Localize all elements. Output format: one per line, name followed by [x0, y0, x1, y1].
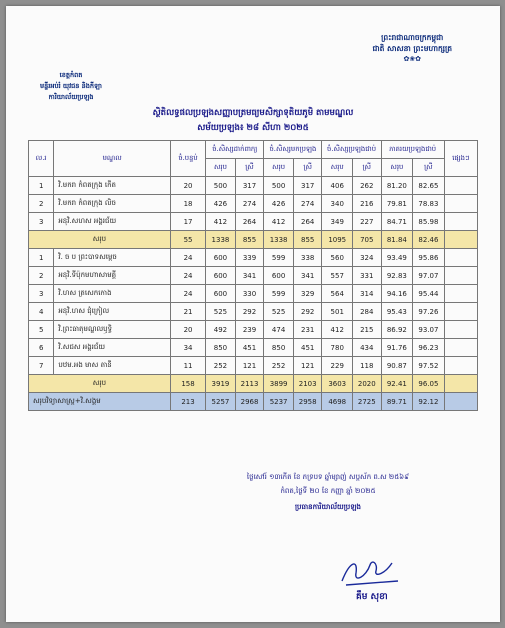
reg-f-cell: 341 [235, 267, 264, 285]
pct-t-cell: 95.43 [381, 303, 413, 321]
solar-date: កំពត,ថ្ងៃទី ២០ ខែ កញ្ញា ឆ្នាំ ២០២៥ [280, 487, 376, 495]
note-cell [444, 339, 477, 357]
rooms-cell: 24 [170, 285, 205, 303]
row-number: 6 [29, 339, 54, 357]
att-t-cell: 412 [264, 213, 294, 231]
col-registered: ចំ.សិស្សដាក់ពាក្យ [206, 141, 264, 159]
row-number: 7 [29, 357, 54, 375]
col-attended: ចំ.សិស្សមកប្រឡង [264, 141, 322, 159]
col-passed: ចំ.សិស្សប្រឡងជាប់ [322, 141, 381, 159]
rooms-cell: 11 [170, 357, 205, 375]
lunar-date: ថ្ងៃសៅរ៍ ១៣កើត ខែ ភទ្របទ ឆ្នាំម្សាញ់ សប្តស័ក ព.ស ២៥៦៩ [246, 473, 410, 481]
center-name: បឋម.អង មាស តានី [54, 357, 171, 375]
row-number: 5 [29, 321, 54, 339]
reg-f-cell: 292 [235, 303, 264, 321]
reg-f-cell: 2113 [235, 375, 264, 393]
att-f-cell: 264 [293, 213, 322, 231]
pass-t-cell: 412 [322, 321, 352, 339]
row-number: 1 [29, 249, 54, 267]
office: ការិយាល័យប្រឡង [48, 93, 94, 101]
pct-f-cell: 96.05 [413, 375, 445, 393]
reg-t-cell: 500 [206, 177, 236, 195]
pct-t-cell: 91.76 [381, 339, 413, 357]
document-page [6, 6, 500, 622]
sub-total: សរុប [206, 159, 236, 177]
pass-t-cell: 501 [322, 303, 352, 321]
att-t-cell: 600 [264, 267, 294, 285]
reg-f-cell: 339 [235, 249, 264, 267]
pct-f-cell: 97.52 [413, 357, 445, 375]
note-cell [444, 231, 477, 249]
rooms-cell: 158 [170, 375, 205, 393]
center-name: វិ.មករា កំពតក្រុង កើត [54, 177, 171, 195]
table-row [29, 195, 478, 213]
sub-female: ស្រី [235, 159, 264, 177]
att-f-cell: 451 [293, 339, 322, 357]
pass-f-cell: 227 [352, 213, 381, 231]
reg-t-cell: 1338 [206, 231, 236, 249]
center-name: វិ. ច ប ព្រះបាទសម្តេច [54, 249, 171, 267]
pass-t-cell: 564 [322, 285, 352, 303]
note-cell [444, 393, 477, 411]
sub-female: ស្រី [352, 159, 381, 177]
row-label: សរុប [29, 375, 171, 393]
reg-f-cell: 264 [235, 213, 264, 231]
att-f-cell: 121 [293, 357, 322, 375]
pct-f-cell: 97.26 [413, 303, 445, 321]
pct-f-cell: 92.12 [413, 393, 445, 411]
att-f-cell: 341 [293, 267, 322, 285]
reg-t-cell: 600 [206, 267, 236, 285]
reg-f-cell: 239 [235, 321, 264, 339]
kingdom-title: ព្រះរាជាណាចក្រកម្ពុជា [381, 33, 444, 42]
pass-t-cell: 4698 [322, 393, 352, 411]
row-number: 2 [29, 195, 54, 213]
att-t-cell: 3899 [264, 375, 294, 393]
col-note: ផ្សេងៗ [444, 141, 477, 177]
rooms-cell: 17 [170, 213, 205, 231]
reg-f-cell: 451 [235, 339, 264, 357]
pass-t-cell: 229 [322, 357, 352, 375]
table-row [29, 339, 478, 357]
pass-f-cell: 2725 [352, 393, 381, 411]
att-t-cell: 5237 [264, 393, 294, 411]
table-row [29, 267, 478, 285]
table-row [29, 177, 478, 195]
rooms-cell: 24 [170, 267, 205, 285]
att-t-cell: 850 [264, 339, 294, 357]
center-name: អនុវិ.សហស អង្គរជ័យ [54, 213, 171, 231]
sub-total: សរុប [381, 159, 413, 177]
table-body [29, 177, 478, 411]
doc-subtitle: សម័យប្រឡង៖ ២៨ សីហា ២០២៥ [197, 123, 309, 133]
pct-f-cell: 82.46 [413, 231, 445, 249]
col-percent: ភាគរយប្រឡងជាប់ [381, 141, 444, 159]
pass-f-cell: 262 [352, 177, 381, 195]
pass-f-cell: 2020 [352, 375, 381, 393]
reg-f-cell: 317 [235, 177, 264, 195]
reg-t-cell: 5257 [206, 393, 236, 411]
reg-f-cell: 330 [235, 285, 264, 303]
pct-f-cell: 82.65 [413, 177, 445, 195]
att-f-cell: 2103 [293, 375, 322, 393]
rooms-cell: 34 [170, 339, 205, 357]
signature-mark [336, 551, 406, 591]
center-name: អនុវិ.ទីប៉ុកមហាសាមគ្គី [54, 267, 171, 285]
pass-f-cell: 216 [352, 195, 381, 213]
signer-name: គឹម សុខា [356, 592, 388, 602]
table-row [29, 321, 478, 339]
pct-f-cell: 95.86 [413, 249, 445, 267]
pass-f-cell: 314 [352, 285, 381, 303]
pass-f-cell: 324 [352, 249, 381, 267]
reg-f-cell: 274 [235, 195, 264, 213]
att-t-cell: 252 [264, 357, 294, 375]
motto: ជាតិ សាសនា ព្រះមហាក្សត្រ [372, 44, 452, 53]
results-table [28, 140, 478, 411]
att-f-cell: 338 [293, 249, 322, 267]
att-f-cell: 292 [293, 303, 322, 321]
col-rooms: ចំ.បន្ទប់ [170, 141, 205, 177]
rooms-cell: 24 [170, 249, 205, 267]
rooms-cell: 18 [170, 195, 205, 213]
pct-t-cell: 89.71 [381, 393, 413, 411]
table-row [29, 213, 478, 231]
rooms-cell: 20 [170, 321, 205, 339]
reg-t-cell: 850 [206, 339, 236, 357]
att-t-cell: 474 [264, 321, 294, 339]
att-t-cell: 525 [264, 303, 294, 321]
pct-t-cell: 94.16 [381, 285, 413, 303]
reg-f-cell: 121 [235, 357, 264, 375]
pct-f-cell: 95.44 [413, 285, 445, 303]
row-number: 1 [29, 177, 54, 195]
pass-t-cell: 780 [322, 339, 352, 357]
row-number: 4 [29, 303, 54, 321]
rooms-cell: 213 [170, 393, 205, 411]
province: ខេត្តកំពត [59, 71, 83, 79]
pct-t-cell: 81.20 [381, 177, 413, 195]
pct-t-cell: 79.81 [381, 195, 413, 213]
reg-t-cell: 600 [206, 249, 236, 267]
note-cell [444, 249, 477, 267]
note-cell [444, 213, 477, 231]
pass-t-cell: 560 [322, 249, 352, 267]
note-cell [444, 375, 477, 393]
pct-f-cell: 97.07 [413, 267, 445, 285]
table-row [29, 303, 478, 321]
reg-t-cell: 252 [206, 357, 236, 375]
sub-total: សរុប [264, 159, 294, 177]
row-label: សរុបវិទ្យាសាស្ត្រ+វិ.សង្គម [29, 393, 171, 411]
note-cell [444, 321, 477, 339]
pct-f-cell: 96.23 [413, 339, 445, 357]
pass-f-cell: 434 [352, 339, 381, 357]
att-t-cell: 500 [264, 177, 294, 195]
pass-f-cell: 118 [352, 357, 381, 375]
pass-t-cell: 406 [322, 177, 352, 195]
pct-t-cell: 92.41 [381, 375, 413, 393]
signer-role: ប្រធានការិយាល័យប្រឡង [294, 503, 362, 511]
att-f-cell: 2958 [293, 393, 322, 411]
pct-t-cell: 92.83 [381, 267, 413, 285]
table-row [29, 285, 478, 303]
att-t-cell: 599 [264, 285, 294, 303]
pct-t-cell: 93.49 [381, 249, 413, 267]
pct-t-cell: 81.84 [381, 231, 413, 249]
ornament: ✿❀✿ [403, 55, 422, 63]
pct-t-cell: 84.71 [381, 213, 413, 231]
summary-row [29, 393, 478, 411]
sub-female: ស្រី [413, 159, 445, 177]
table-row [29, 249, 478, 267]
pass-f-cell: 705 [352, 231, 381, 249]
pct-f-cell: 78.83 [413, 195, 445, 213]
note-cell [444, 285, 477, 303]
reg-f-cell: 855 [235, 231, 264, 249]
pct-f-cell: 85.98 [413, 213, 445, 231]
att-t-cell: 1338 [264, 231, 294, 249]
sub-total: សរុប [322, 159, 352, 177]
row-number: 3 [29, 285, 54, 303]
rooms-cell: 21 [170, 303, 205, 321]
att-f-cell: 317 [293, 177, 322, 195]
row-label: សរុប [29, 231, 171, 249]
note-cell [444, 267, 477, 285]
summary-row [29, 231, 478, 249]
reg-t-cell: 412 [206, 213, 236, 231]
pass-t-cell: 557 [322, 267, 352, 285]
att-f-cell: 329 [293, 285, 322, 303]
center-name: វិ.មករា កំពតក្រុង លិច [54, 195, 171, 213]
reg-t-cell: 426 [206, 195, 236, 213]
note-cell [444, 357, 477, 375]
doc-title: ស្ថិតិលទ្ធផលប្រឡងសញ្ញាបត្រមធ្យមសិក្សាទុតិយភូមិ តាមមណ្ឌល [152, 108, 354, 118]
note-cell [444, 177, 477, 195]
center-name: វិ.ព្រះធាតុមណ្ឌលឫទ្ធិ [54, 321, 171, 339]
summary-row [29, 375, 478, 393]
col-center: មណ្ឌល [54, 141, 171, 177]
att-t-cell: 599 [264, 249, 294, 267]
pass-t-cell: 349 [322, 213, 352, 231]
pass-t-cell: 3603 [322, 375, 352, 393]
reg-t-cell: 3919 [206, 375, 236, 393]
att-f-cell: 231 [293, 321, 322, 339]
reg-t-cell: 600 [206, 285, 236, 303]
pct-t-cell: 86.92 [381, 321, 413, 339]
center-name: អនុវិ.ហស ជុំក្រៀល [54, 303, 171, 321]
sub-female: ស្រី [293, 159, 322, 177]
center-name: វិ.ហស ត្រសេកកោង [54, 285, 171, 303]
reg-t-cell: 492 [206, 321, 236, 339]
reg-f-cell: 2968 [235, 393, 264, 411]
col-no: ល.រ [29, 141, 54, 177]
reg-t-cell: 525 [206, 303, 236, 321]
department: មន្ទីរអប់រំ យុវជន និងកីឡា [40, 82, 102, 90]
att-f-cell: 855 [293, 231, 322, 249]
center-name: វិ.សជស អង្គរជ័យ [54, 339, 171, 357]
pass-f-cell: 284 [352, 303, 381, 321]
row-number: 3 [29, 213, 54, 231]
rooms-cell: 20 [170, 177, 205, 195]
pct-t-cell: 90.87 [381, 357, 413, 375]
att-f-cell: 274 [293, 195, 322, 213]
note-cell [444, 303, 477, 321]
pass-t-cell: 1095 [322, 231, 352, 249]
att-t-cell: 426 [264, 195, 294, 213]
note-cell [444, 195, 477, 213]
pass-f-cell: 215 [352, 321, 381, 339]
pass-t-cell: 340 [322, 195, 352, 213]
pct-f-cell: 93.07 [413, 321, 445, 339]
row-number: 2 [29, 267, 54, 285]
table-row [29, 357, 478, 375]
office-header [40, 70, 102, 103]
kingdom-header [373, 32, 453, 65]
rooms-cell: 55 [170, 231, 205, 249]
pass-f-cell: 331 [352, 267, 381, 285]
